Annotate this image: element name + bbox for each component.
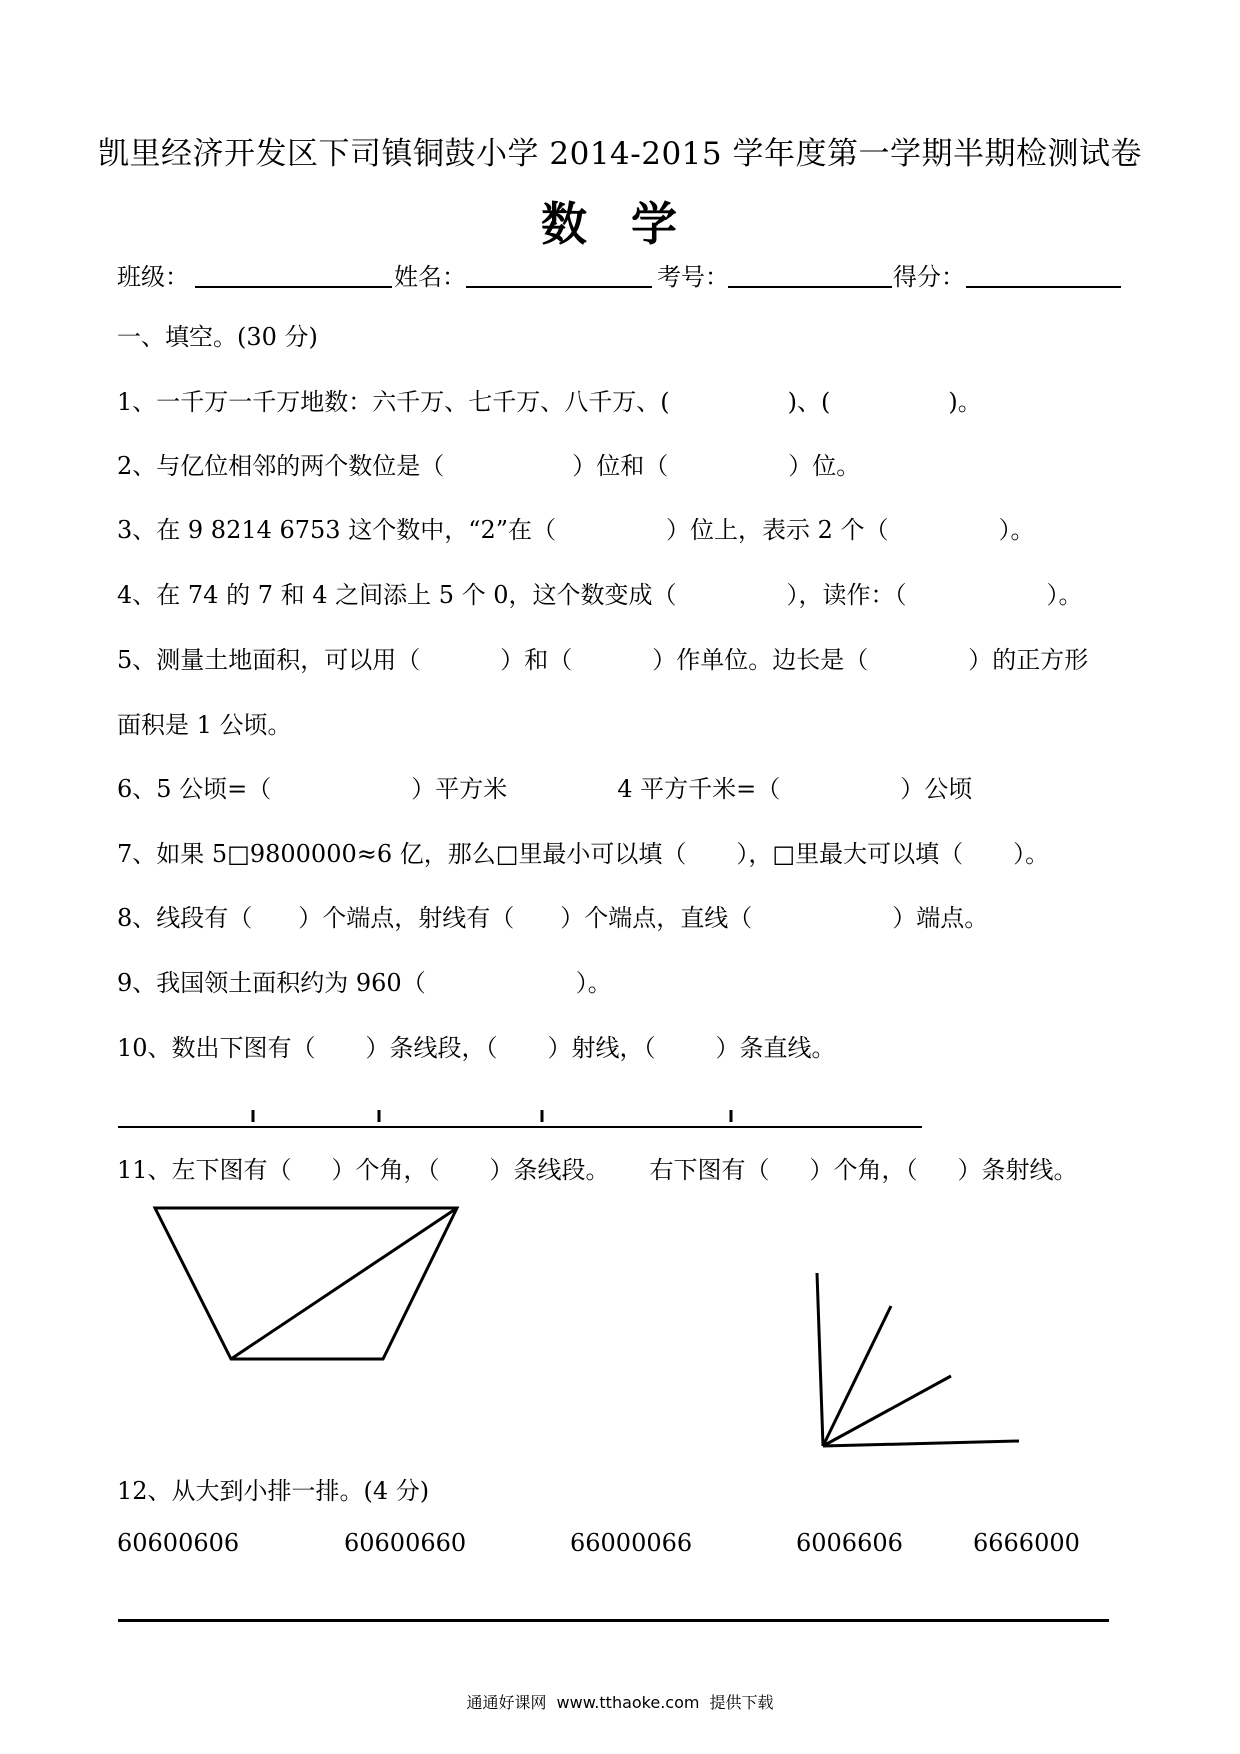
q6-text-b: ）平方米 [411,775,508,803]
q10-text-a: 10、数出下图有（ [117,1034,316,1062]
q11-text-d: 右下图有（ [649,1156,770,1184]
q6-text-d: ）公顷 [900,775,973,803]
footer-rule [118,1619,1109,1622]
q8-text-a: 8、线段有（ [117,904,253,932]
exam-title: 凯里经济开发区下司镇铜鼓小学 2014-2015 学年度第一学期半期检测试卷 [98,136,1142,172]
q12-number: 66000066 [570,1529,693,1557]
name-label: 姓名： [394,263,466,291]
q1-text-a: 1、一千万一千万地数：六千万、七千万、八千万、( [117,388,670,416]
q5-text-a: 5、测量土地面积，可以用（ [117,646,421,674]
q5-text-c: ）作单位。边长是（ [652,646,869,674]
q7-text-b: ），□里最大可以填（ [736,840,964,868]
q5-text-b: ）和（ [500,646,573,674]
score-label: 得分： [893,263,965,291]
ray [823,1306,891,1446]
trapezoid-figure [155,1208,457,1359]
q8-text-d: ）端点。 [892,904,989,932]
q7-text-a: 7、如果 5□9800000≈6 亿，那么□里最小可以填（ [117,840,687,868]
q3-text-b: ）位上，表示 2 个（ [666,516,889,544]
trapezoid-outline [155,1208,457,1359]
q10-text-c: ）射线，（ [547,1034,656,1062]
q12-number: 6666000 [973,1529,1080,1557]
q4-text-a: 4、在 74 的 7 和 4 之间添上 5 个 0，这个数变成（ [117,581,677,609]
q1-text-c: )。 [948,388,982,416]
q12-number: 60600606 [117,1529,240,1557]
q10-text-b: ）条线段，（ [365,1034,498,1062]
footer-site-name: 通通好课网 [466,1693,547,1712]
footer-url[interactable]: www.tthaoke.com [556,1693,700,1712]
q10-text-d: ）条直线。 [715,1034,836,1062]
q12-number: 6006606 [796,1529,903,1557]
question-5-cont: 面积是 1 公顷。 [117,711,292,739]
q9-text-a: 9、我国领土面积约为 960（ [117,969,426,997]
q9-text-b: ）。 [575,969,612,997]
footer [0,1690,1240,1713]
q11-text-a: 11、左下图有（ [117,1156,292,1184]
ray [817,1273,823,1446]
q11-text-c: ）条线段。 [489,1156,610,1184]
q7-text-c: ）。 [1013,840,1050,868]
q12-number: 60600660 [344,1529,467,1557]
q4-text-c: ）。 [1046,581,1083,609]
q2-text-a: 2、与亿位相邻的两个数位是（ [117,452,445,480]
q8-text-b: ）个端点，射线有（ [298,904,515,932]
q11-text-f: ）条射线。 [957,1156,1078,1184]
subject-title: 数学 [541,197,721,251]
rays-figure [817,1273,1019,1446]
q11-text-b: ）个角，（ [331,1156,440,1184]
q6-text-a: 6、5 公顷=（ [117,775,272,803]
number-label: 考号： [657,263,729,291]
class-label: 班级： [117,263,189,291]
q3-text-c: ）。 [998,516,1035,544]
q2-text-c: ）位。 [788,452,861,480]
q3-text-a: 3、在 9 8214 6753 这个数中，“2”在（ [117,516,557,544]
q4-text-b: ），读作：（ [786,581,907,609]
q1-text-b: )、( [787,388,831,416]
ray [823,1441,1019,1446]
q11-text-e: ）个角，（ [809,1156,918,1184]
question-12: 12、从大到小排一排。(4 分) [117,1477,430,1505]
q6-text-c: 4 平方千米=（ [617,775,781,803]
section-title: 一、填空。(30 分) [117,323,318,351]
q5-text-d: ）的正方形 [968,646,1089,674]
q2-text-b: ）位和（ [572,452,669,480]
q8-text-c: ）个端点，直线（ [560,904,753,932]
footer-suffix: 提供下载 [709,1693,774,1712]
trapezoid-diagonal [231,1208,457,1359]
ray [823,1376,951,1446]
